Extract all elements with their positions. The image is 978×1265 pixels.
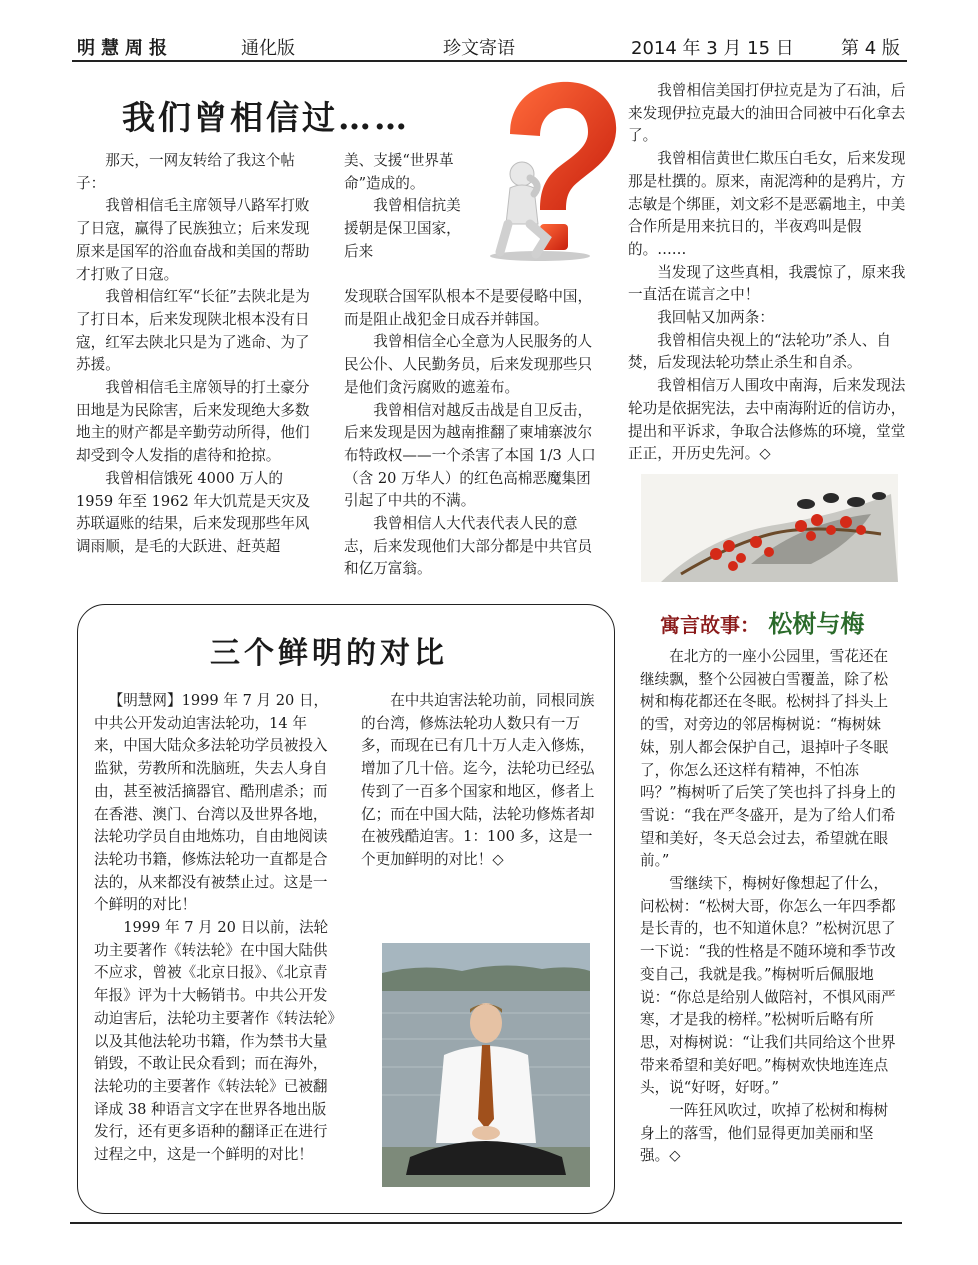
paragraph: 一阵狂风吹过，吹掉了松树和梅树身上的落雪，他们显得更加美丽和坚强。◇ — [640, 1102, 889, 1165]
paper-name: 明慧周报 — [77, 38, 173, 59]
meditation-photo — [382, 943, 590, 1187]
article1-title: 我们曾相信过…… — [122, 98, 410, 137]
masthead — [75, 34, 905, 60]
paragraph: 我曾相信抗美援朝是保卫国家，后来 — [344, 197, 461, 260]
article2-column-2 — [361, 690, 601, 872]
paragraph: 那天，一网友转给了我这个帖子： — [76, 152, 295, 192]
paragraph: 我曾相信毛主席领导八路军打败了日寇，赢得了民族独立；后来发现原来是国军的浴血奋战和美国的帮助才打败了日寇。 — [76, 197, 310, 283]
paragraph: 我曾相信毛主席领导的打土豪分田地是为民除害，后来发现绝大多数地主的财产都是辛勤劳动所得，他们却受到令人发指的虐待和抢掠。 — [76, 379, 310, 465]
question-mark-thinker-illustration — [470, 74, 620, 262]
page-number: 第 4 版 — [841, 38, 900, 59]
paragraph: 我曾相信饿死 4000 万人的 1959 年至 1962 年大饥荒是天灾及苏联逼账的结果，后来发现那些年风调雨顺，是毛的大跃进、赶英超 — [76, 469, 311, 555]
article3-title-main: 松树与梅 — [768, 609, 865, 638]
article1-column-2-top — [344, 150, 462, 264]
paragraph: 我曾相信对越反击战是自卫反击，后来发现是因为越南推翻了柬埔寨波尔布特政权——一个杀害了本国 1/3 人口（含 20 万华人）的红色高棉恶魔集团引起了中共的不满。 — [344, 401, 596, 510]
issue-date: 2014 年 3 月 15 日 — [631, 38, 794, 59]
article3-title — [660, 604, 864, 639]
paragraph: 美、支援“世界革命”造成的。 — [344, 152, 454, 192]
edition-label: 通化版 — [241, 38, 295, 59]
bottom-rule — [70, 1222, 902, 1224]
top-rule — [72, 60, 907, 62]
article2-column-1 — [94, 690, 336, 1167]
paragraph: 1999 年 7 月 20 日以前，法轮功主要著作《转法轮》在中国大陆供不应求，曾被《北京日报》、《北京青年报》评为十大畅销书。中共公开发动迫害后，法轮功主要著作《转法轮》以及其他法轮功书籍，作为禁书大量销毁，不敢让民众看到；而在海外，法轮功的主要著作《转法轮》已被翻译成 38 种语言文字在世界各地出版发行，还有更多语种的翻译正在进行过程之中，这是一个鲜明的对比！ — [94, 919, 335, 1164]
article1-column-3 — [628, 80, 906, 466]
paragraph: 我曾相信红军“长征”去陕北是为了打日本，后来发现陕北根本没有日寇，红军去陕北只是为了逃命、为了苏援。 — [76, 288, 310, 374]
paragraph: 我曾相信全心全意为人民服务的人民公仆、人民勤务员，后来发现那些只是他们贪污腐败的遮羞布。 — [344, 333, 593, 396]
paragraph: 我曾相信人大代表代表人民的意志，后来发现他们大部分都是中共官员和亿万富翁。 — [344, 515, 593, 578]
paragraph: 我曾相信黄世仁欺压白毛女，后来发现那是杜撰的。原来，南泥湾种的是鸦片，方志敏是个绑匪，刘文彩不是恶霸地主，中美合作所是用来抗日的，半夜鸡叫是假的。…… — [628, 150, 906, 258]
paragraph: 我曾相信美国打伊拉克是为了石油，后来发现伊拉克最大的油田合同被中石化拿去了。 — [628, 82, 906, 145]
paragraph: 当发现了这些真相，我震惊了，原来我一直活在谎言之中！ — [628, 263, 906, 304]
article3-body — [640, 646, 902, 1168]
paragraph: 在北方的一座小公园里，雪花还在继续飘，整个公园被白雪覆盖，除了松树和梅花都还在冬眠。松树抖了抖头上的雪，对旁边的邻居梅树说：“梅树妹妹，别人都会保护自己，退掉叶子冬眠了，你怎么还这样有精神，不怕冻吗？”梅树听了后笑了笑也抖了抖身上的雪说：“我在严冬盛开，是为了给人们希望和美好，冬天总会过去，希望就在眼前。” — [640, 648, 896, 870]
article1-column-2 — [344, 286, 602, 581]
paragraph: 【明慧网】1999 年 7 月 20 日，中共公开发动迫害法轮功，14 年来，中国大陆众多法轮功学员被投入监狱，劳教所和洗脑班，失去人身自由，甚至被活摘器官、酷刑虐杀；而在香港、澳门、台湾以及世界各地，法轮功学员自由地炼功，自由地阅读法轮功书籍，修炼法轮功一直都是合法的，从来都没有被禁止过。这是一个鲜明的对比！ — [94, 692, 329, 914]
article3-title-lead: 寓言故事： — [660, 613, 760, 637]
paragraph: 发现联合国军队根本不是要侵略中国，而是阻止战犯金日成吞并韩国。 — [344, 288, 593, 328]
article2-title: 三个鲜明的对比 — [210, 636, 448, 671]
section-label: 珍文寄语 — [443, 38, 515, 59]
paragraph: 我曾相信万人围攻中南海，后来发现法轮功是依据宪法，去中南海附近的信访办，提出和平诉求，争取合法修炼的环境，堂堂正正，开历史先河。◇ — [628, 377, 906, 463]
paragraph: 在中共迫害法轮功前，同根同族的台湾，修炼法轮功人数只有一万多，而现在已有几十万人走入修炼，增加了几十倍。迄今，法轮功已经弘传到了一百多个国家和地区，修者上亿；而在中国大陆，法轮功修炼者却在被残酷迫害。1：100 多，这是一个更加鲜明的对比！◇ — [361, 692, 595, 868]
paragraph: 我回帖又加两条： — [657, 309, 774, 327]
article1-column-1 — [76, 150, 318, 559]
paragraph: 我曾相信央视上的“法轮功”杀人、自焚，后发现法轮功禁止杀生和自杀。 — [628, 331, 892, 372]
bird-plum-painting — [641, 474, 898, 582]
paragraph: 雪继续下，梅树好像想起了什么，问松树：“松树大哥，你怎么一年四季都是长青的，也不知道休息？”松树沉思了一下说：“我的性格是不随环境和季节改变自己，我就是我。”梅树听后佩服地说：“你总是给别人做陪衬，不惧风雨严寒，才是我的榜样。”松树听后略有所思，对梅树说：“让我们共同给这个世界带来希望和美好吧。”梅树欢快地连连点头，说“好呀，好呀。” — [640, 875, 896, 1097]
